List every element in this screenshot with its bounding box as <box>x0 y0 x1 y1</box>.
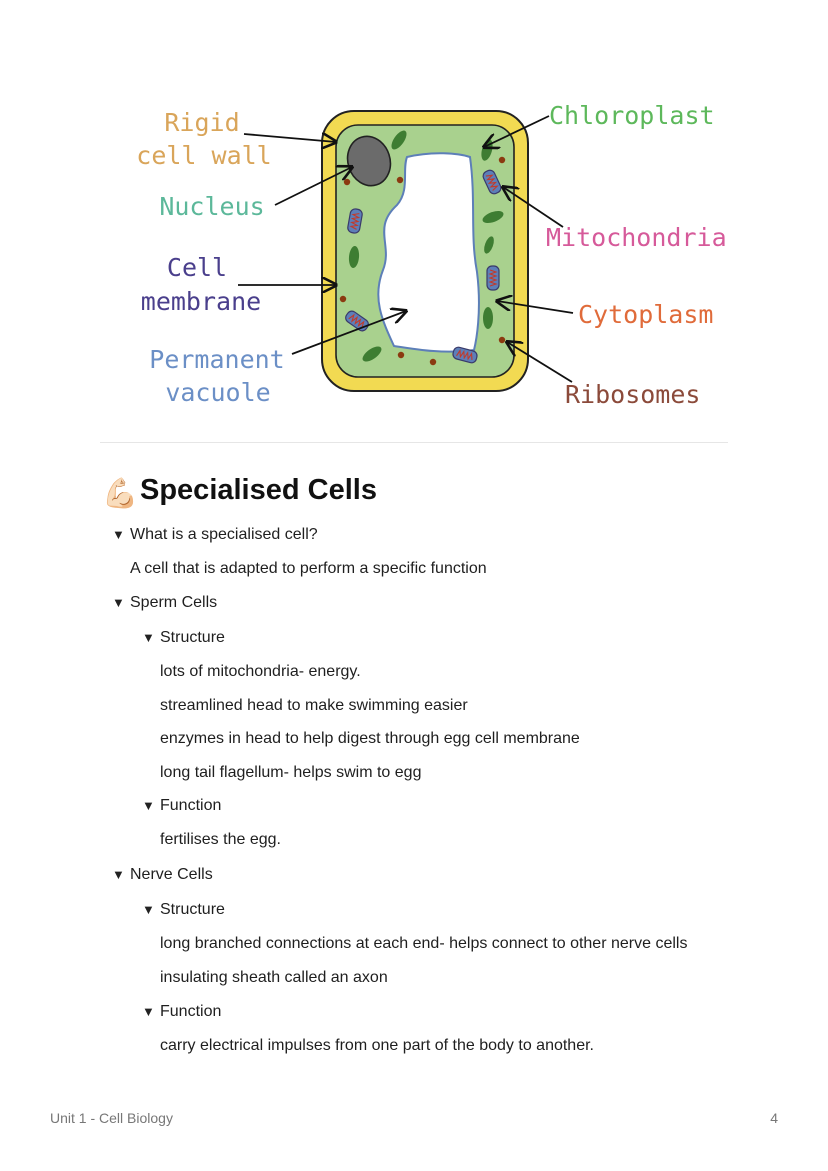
label-ribosomes: Ribosomes <box>565 380 701 409</box>
flexed-biceps-icon: 💪🏻 <box>102 478 139 510</box>
ribosome <box>397 177 403 183</box>
ribosome <box>499 337 505 343</box>
list-item: carry electrical impulses from one part of the body to another. <box>160 1037 594 1054</box>
toggle-sperm-structure[interactable] <box>142 629 225 647</box>
triangle-down-icon[interactable]: ▼ <box>112 527 125 542</box>
label-vacuole: vacuole <box>165 378 271 407</box>
ribosome <box>430 359 436 365</box>
ribosome <box>344 179 350 185</box>
toggle-what-is-specialised-cell[interactable] <box>112 526 318 544</box>
triangle-down-icon[interactable]: ▼ <box>112 867 125 882</box>
section-divider <box>100 442 728 443</box>
list-item: streamlined head to make swimming easier <box>160 697 468 714</box>
page-number: 4 <box>770 1110 778 1126</box>
toggle-nerve-cells[interactable] <box>112 866 213 884</box>
triangle-down-icon[interactable]: ▼ <box>142 1004 155 1019</box>
toggle-title: Nerve Cells <box>130 866 213 883</box>
label-permanent: Permanent <box>149 345 285 374</box>
section-title: Specialised Cells <box>140 474 377 506</box>
toggle-title: What is a specialised cell? <box>130 526 318 543</box>
triangle-down-icon[interactable]: ▼ <box>142 630 155 645</box>
label-rigid: Rigid <box>164 108 240 137</box>
list-item: long branched connections at each end- helps connect to other nerve cells <box>160 935 688 952</box>
answer-text: A cell that is adapted to perform a specific function <box>130 560 487 577</box>
triangle-down-icon[interactable]: ▼ <box>142 902 155 917</box>
triangle-down-icon[interactable]: ▼ <box>112 595 125 610</box>
triangle-down-icon[interactable]: ▼ <box>142 798 155 813</box>
list-item: fertilises the egg. <box>160 831 281 848</box>
toggle-sperm-function[interactable] <box>142 797 221 815</box>
label-chloroplast: Chloroplast <box>549 101 715 130</box>
toggle-nerve-structure[interactable] <box>142 901 225 919</box>
ribosome <box>499 157 505 163</box>
list-item: insulating sheath called an axon <box>160 969 388 986</box>
toggle-nerve-function[interactable] <box>142 1003 221 1021</box>
toggle-title: Sperm Cells <box>130 594 218 611</box>
section-heading <box>102 474 377 511</box>
label-membrane: membrane <box>140 287 262 316</box>
ribosome <box>398 352 404 358</box>
label-cell-wall: cell wall <box>136 141 272 170</box>
footer-title: Unit 1 - Cell Biology <box>50 1110 173 1126</box>
ribosome <box>340 296 346 302</box>
chloroplast <box>483 307 493 329</box>
label-cell: Cell <box>166 253 228 282</box>
toggle-title: Structure <box>160 629 225 646</box>
toggle-title: Structure <box>160 901 225 918</box>
toggle-sperm-cells[interactable] <box>112 594 217 612</box>
toggle-title: Function <box>160 1003 222 1020</box>
list-item: lots of mitochondria- energy. <box>160 663 361 680</box>
toggle-title: Function <box>160 797 222 814</box>
list-item: long tail flagellum- helps swim to egg <box>160 764 422 781</box>
list-item: enzymes in head to help digest through egg cell membrane <box>160 730 580 747</box>
label-nucleus: Nucleus <box>159 192 265 221</box>
label-cytoplasm: Cytoplasm <box>578 300 714 329</box>
label-mitochondria: Mitochondria <box>546 223 727 252</box>
plant-cell-diagram <box>0 0 828 440</box>
